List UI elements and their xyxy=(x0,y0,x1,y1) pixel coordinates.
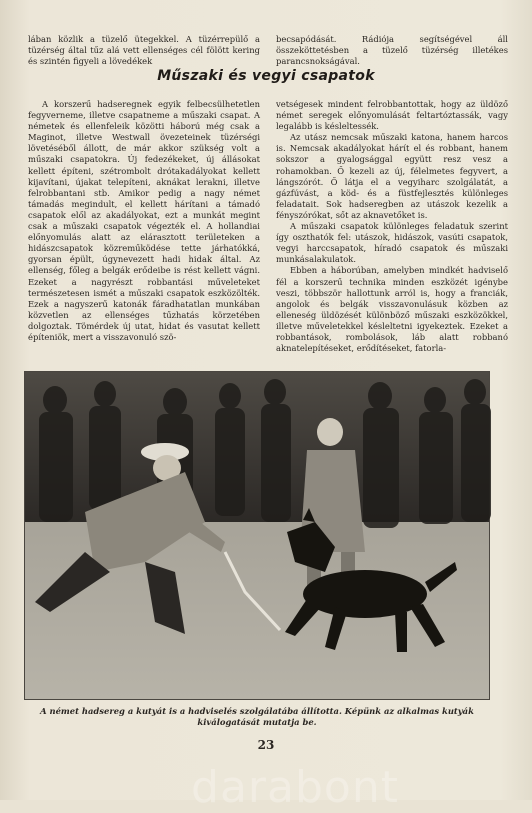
top-text-block xyxy=(28,34,508,68)
page-number: 23 xyxy=(257,738,275,752)
photo-caption: A német hadsereg a kutyát is a hadviselés szolgálatába állította. Képünk az alkalmas kutyák kiválogatását mutatja be. xyxy=(40,706,474,727)
paragraph: A korszerű hadseregnek egyik felbecsülhetetlen fegyvernemе, illetve csapatneme a műszaki csapat. A németek és ellenfeleik közötti háború még csak a Maginot, illetve Westwall övezeteinek tüzérségi lövetéséből állott, de már akkor szükség volt a műszaki csapatokra. Új fedezékeket, új állásokat kellett építeni, szétrombolt drótakadályokat kellett kijavítani, újakat telepíteni, aknákat lerakni, illetve felrobbantani stb. Amikor pedig a nagy német támadás megindult, el kellett hárítani a támadó csapatok elől az akadályokat, ezt a munkát megint csak a műszaki csapatok végezték el. A hollandiai előnyomulás alatt az elárasztott területeken a hidászcsapatok közreműködése tette járhatókká, gyorsan épült, úgynevezett hadi hidak által. Az ellenség, főleg a belgák erődeibe is rést kellett vágni. Ezeket a nagyrészt robbantási műveleteket természetesen ismét a műszaki csapatok eszközölték. Ezek a nagyszerű katonák fáradhatatlan munkában közvetlen az ellenséges tűzhatás körzetében dolgoztak. Tömérdek új utat, hidat és vasutat kellett építeniök, mert a visszavonuló szö- xyxy=(28,99,260,342)
top-left-column xyxy=(28,34,260,68)
paragraph: Az utász nemcsak műszaki katona, hanem harcos is. Nemcsak akadályokat hárít el és robbant, hanem sokszor a gyalogsággal együtt resz vesz a rohamokban. Ő kezeli az új, félelmetes fegyvert, a lángszórót. Ő látja el a vegyiharc szolgálatát, a gázfúvást, a köd- és a füstfejlesztés különleges feladatait. Sok hadseregben az utászok kezelik a fényszórókat, sőt az aknavetőket is. xyxy=(276,132,508,220)
photo-illustration xyxy=(25,372,489,699)
section-title: Műszaki és vegyi csapatok xyxy=(157,68,375,84)
watermark: darabont xyxy=(191,762,399,813)
paragraph: A műszaki csapatok különleges feladatuk szerint így oszthatók fel: utászok, hidászok, vasúti csapatok, vegyi harccsapatok, híradó csapatok és műszaki munkásalakulatok. xyxy=(276,221,508,265)
left-column xyxy=(28,99,260,359)
right-column xyxy=(276,99,508,359)
top-right-column xyxy=(276,34,508,68)
top-right-text: becsapódását. Rádiója segítségével áll összeköttetésben a tüzelő tüzérség illetékes parancsnokságával. xyxy=(276,34,508,67)
top-left-text: lában közlik a tüzelő ütegekkel. A tüzérrepülő a tüzérség által tűz alá vett ellenséges cél fölött kering és szintén figyeli a lövedékek xyxy=(28,34,260,67)
paragraph: Ebben a háborúban, amelyben mindkét hadviselő fél a korszerű technika minden eszközét igénybe veszi, többször hallottunk arról is, hogy a franciák, angolok és belgák visszavonulásuk közben az elleneség üldözését különböző műszaki eszközökkel, illetve műveletekkel késleltetni igyekeztek. Ezeket a robbantások, rombolások, láb alatt robbanó aknatelepítéseket, erődítéseket, fatorla- xyxy=(276,265,508,354)
article-body xyxy=(28,99,508,359)
paragraph: vetségesek mindent felrobbantottak, hogy az üldöző német seregek előnyomulását feltartóztassák, vagy legalább is késleltessék. xyxy=(276,99,508,132)
